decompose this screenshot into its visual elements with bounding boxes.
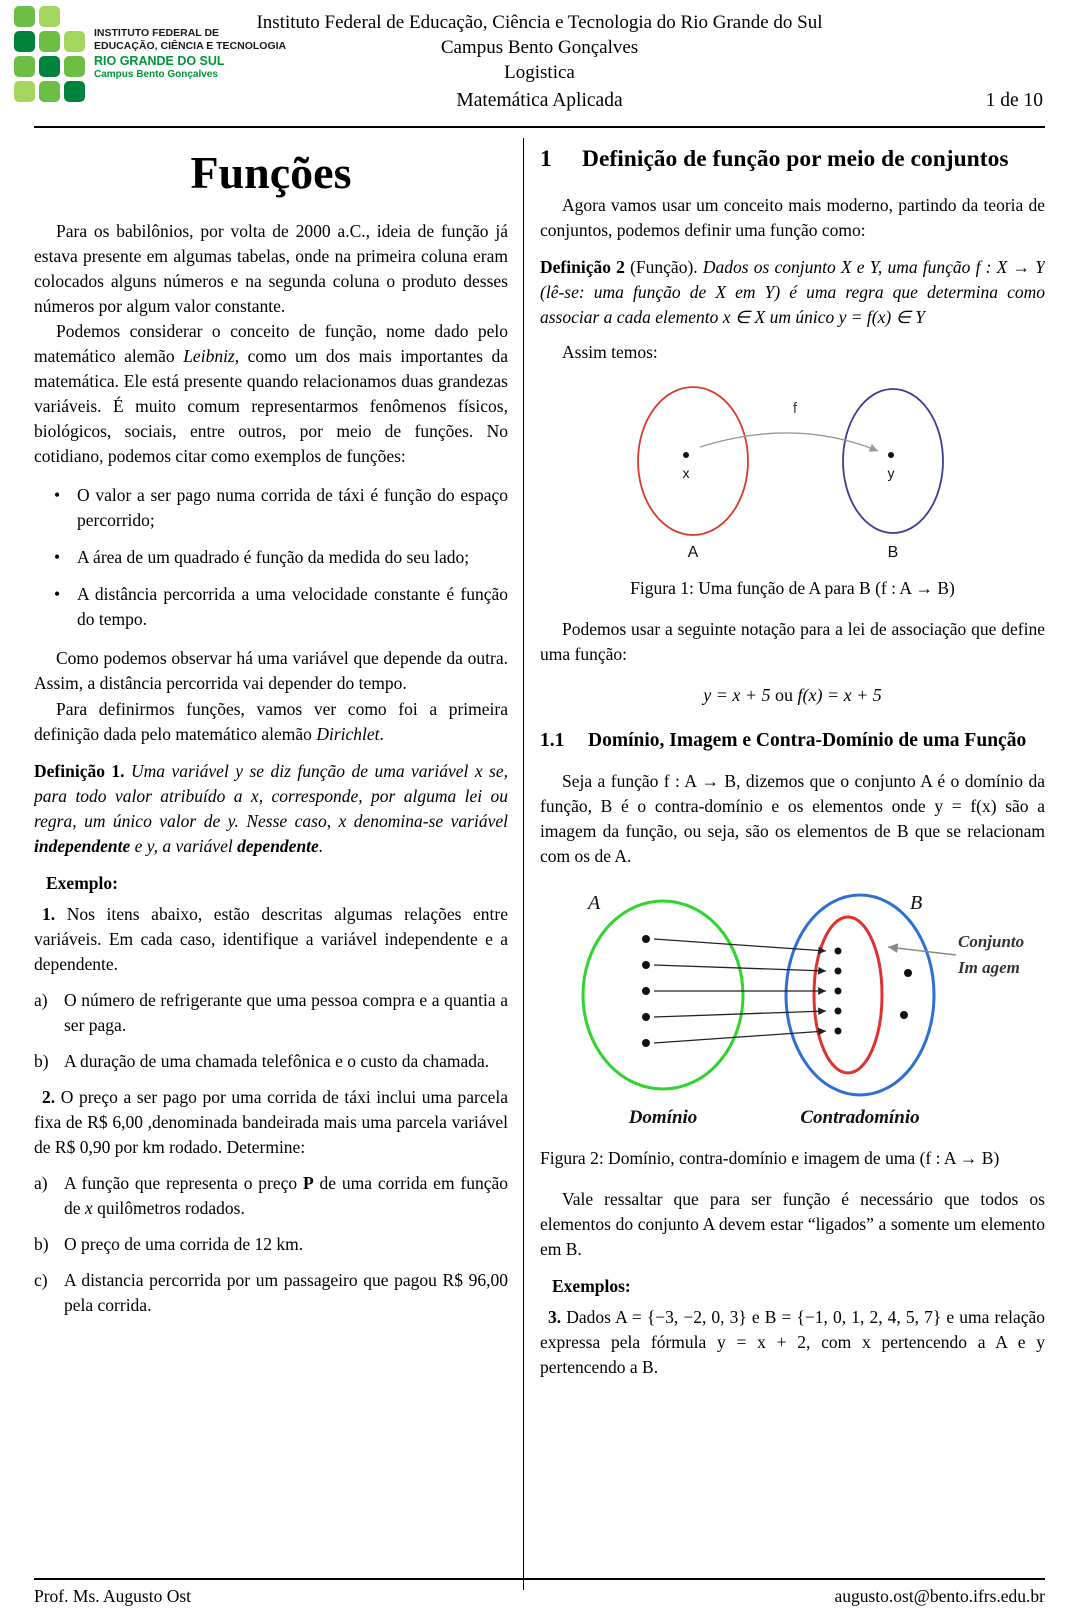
header-line-institution: Instituto Federal de Educação, Ciência e Tecnologia do Rio Grande do Sul xyxy=(256,12,823,33)
codomain-only-dot xyxy=(900,1011,908,1019)
figure-2-B-label: B xyxy=(909,892,922,915)
bullet-icon: • xyxy=(54,584,61,605)
codomain-only-dot xyxy=(904,969,912,977)
exercise-2-item-a: a) A função que representa o preço P de uma corrida em função de x quilômetros rodados. xyxy=(34,1172,508,1218)
element-x-dot xyxy=(683,452,689,458)
right-column xyxy=(524,138,1045,1590)
list-item: • A área de um quadrado é função da medida do seu lado; xyxy=(34,545,508,570)
exemplos-heading: Exemplos: xyxy=(552,1276,631,1297)
set-A-ellipse xyxy=(638,387,748,535)
paragraph-ressaltar: Vale ressaltar que para ser função é necessário que todos os elementos do conjunto A devem estar “ligados” a somente um elemento em B. xyxy=(540,1189,1045,1260)
assim-temos: Assim temos: xyxy=(562,342,658,363)
element-y-dot xyxy=(888,452,894,458)
image-dot xyxy=(834,988,841,995)
dominio-label: Domínio xyxy=(628,1107,697,1129)
paragraph-conceito-moderno: Agora vamos usar um conceito mais moderno, partindo da teoria de conjuntos, podemos definir uma função como: xyxy=(540,195,1045,241)
definition-1-label: Definição 1. xyxy=(34,760,125,781)
annotation-arrow xyxy=(888,947,956,955)
domain-dot xyxy=(642,935,650,943)
conjunto-annotation: Conjunto xyxy=(957,932,1024,952)
element-x-label: x xyxy=(682,465,689,482)
exercise-1-item-b: b) A duração de uma chamada telefônica e o custo da chamada. xyxy=(34,1050,490,1071)
figure-2 xyxy=(540,883,1045,1136)
definition-2-label: Definição 2 xyxy=(540,257,625,278)
header-line-course-program: Logistica xyxy=(504,62,575,84)
domain-dot xyxy=(642,987,650,995)
function-f-label: f xyxy=(792,400,797,418)
domain-dot xyxy=(642,961,650,969)
domain-dot xyxy=(642,1039,650,1047)
ifrs-logo-text xyxy=(94,27,286,81)
figure-1-caption: Figura 1: Uma função de A para B (f : A → B) xyxy=(630,578,955,599)
codomain-ellipse xyxy=(786,895,934,1095)
left-column xyxy=(34,138,523,1590)
logo-line-1: INSTITUTO FEDERAL DE xyxy=(94,26,220,39)
domain-ellipse xyxy=(583,901,743,1089)
page-number: 1 de 10 xyxy=(985,90,1043,112)
image-dot xyxy=(834,968,841,975)
set-A-label: A xyxy=(687,544,698,562)
logo-line-4: Campus Bento Gonçalves xyxy=(94,69,218,81)
figure-2-diagram xyxy=(558,883,1028,1131)
paragraph-dirichlet: Para definirmos funções, vamos ver como foi a primeira definição dada pelo matemático alemão Dirichlet. xyxy=(34,698,508,744)
bullet-icon: • xyxy=(54,547,61,568)
list-item: • A distância percorrida a uma velocidade constante é função do tempo. xyxy=(34,582,508,632)
image-dot xyxy=(834,1008,841,1015)
two-column-body xyxy=(34,138,1045,1590)
exercise-1: 1. Nos itens abaixo, estão descritas algumas relações entre variáveis. Em cada caso, identifique a variável independente e a dependente. xyxy=(34,903,508,974)
list-item: • O valor a ser pago numa corrida de táxi é função do espaço percorrido; xyxy=(34,483,508,533)
exemplo-heading: Exemplo: xyxy=(46,872,118,893)
image-dot xyxy=(834,948,841,955)
footer-email: augusto.ost@bento.ifrs.edu.br xyxy=(834,1586,1045,1606)
definition-2: Definição 2 (Função). Dados os conjunto X e Y, uma função f : X → Y (lê-se: uma função de X em Y) é uma regra que determina como associar a cada elemento x ∈ X um único y = f(x) ∈ Y xyxy=(540,257,1045,328)
definition-1: Definição 1. Uma variável y se diz função de uma variável x se, para todo valor atribuído a x, corresponde, por alguma lei ou regra, um único valor de y. Nesse caso, x denomina-se variável independente e y, a variável dependente. xyxy=(34,760,508,856)
document-title: Funções xyxy=(190,147,352,199)
section-1-heading xyxy=(540,144,1045,175)
imagem-annotation: Im agem xyxy=(957,958,1020,978)
exercise-2: 2. O preço a ser pago por uma corrida de táxi inclui uma parcela fixa de R$ 6,00 ,denominada bandeirada mais uma parcela variável de R$ 0,90 por km rodado. Determine: xyxy=(34,1086,508,1157)
set-B-ellipse xyxy=(843,389,943,533)
figure-2-A-label: A xyxy=(587,892,600,915)
ifrs-logo xyxy=(14,6,286,102)
paragraph-dominio: Seja a função f : A → B, dizemos que o conjunto A é o domínio da função, B é o contra-domínio e os elementos onde y = f(x) são a imagem da função, ou seja, são os elementos de B que se relacionam com os de A. xyxy=(540,771,1045,867)
domain-dot xyxy=(642,1013,650,1021)
set-B-label: B xyxy=(887,544,898,562)
logo-line-3: RIO GRANDE DO SUL xyxy=(94,54,225,69)
exercise-2-item-c: c) A distancia percorrida por um passageiro que pagou R$ 96,00 pela corrida. xyxy=(34,1269,508,1315)
function-examples-list xyxy=(34,483,508,632)
header-line-campus: Campus Bento Gonçalves xyxy=(440,37,639,59)
exercise-1-number: 1. xyxy=(42,903,56,924)
exercise-1-item-a: a) O número de refrigerante que uma pessoa compra e a quantia a ser paga. xyxy=(34,989,508,1035)
bullet-icon: • xyxy=(54,485,61,506)
paragraph-variavel-depende: Como podemos observar há uma variável que depende da outra. Assim, a distância percorrida vai depender do tempo. xyxy=(34,648,508,694)
header-rule xyxy=(34,126,1045,128)
image-ellipse xyxy=(814,917,882,1073)
footer-rule xyxy=(34,1578,1045,1580)
mapping-arrow xyxy=(654,1031,826,1043)
mapping-arrow xyxy=(654,939,826,951)
section-1-number: 1 xyxy=(540,146,552,173)
figure-1-diagram xyxy=(608,379,978,563)
page-header xyxy=(0,0,1079,128)
dirichlet-name: Dirichlet xyxy=(316,723,380,744)
exercise-2-number: 2. xyxy=(42,1086,56,1107)
ifrs-logo-icon xyxy=(14,6,85,102)
figure-2-caption: Figura 2: Domínio, contra-domínio e imagem de uma (f : A → B) xyxy=(540,1148,1000,1169)
figure-1 xyxy=(540,379,1045,568)
exercise-3: 3. Dados A = {−3, −2, 0, 3} e B = {−1, 0, 1, 2, 4, 5, 7} e uma relação expressa pela fórmula y = x + 2, com x pertencendo a A e y pertencendo a B. xyxy=(540,1307,1045,1378)
contradominio-label: Contradomínio xyxy=(799,1107,920,1129)
paragraph-babilonios: Para os babilônios, por volta de 2000 a.C., ideia de função já estava presente em algumas tabelas, onde na primeira coluna eram colocados alguns números e na segunda coluna o produto desses números por algum valor constante. xyxy=(34,221,508,317)
element-y-label: y xyxy=(887,465,894,482)
image-dot xyxy=(834,1028,841,1035)
footer-author: Prof. Ms. Augusto Ost xyxy=(34,1586,192,1606)
paragraph-notacao: Podemos usar a seguinte notação para a lei de associação que define uma função: xyxy=(540,619,1045,665)
paragraph-leibniz: Podemos considerar o conceito de função, nome dado pelo matemático alemão Leibniz, como um dos mais importantes da matemática. Ele está presente quando relacionamos duas grandezas variáveis. É muito comum representarmos fenômenos físicos, biológicos, sociais, entre outros, por meio de funções. No cotidiano, podemos citar como exemplos de funções: xyxy=(34,321,508,467)
header-subject: Matemática Aplicada xyxy=(456,90,623,112)
section-1-1-heading xyxy=(540,728,1045,755)
section-1-title: Definição de função por meio de conjuntos xyxy=(582,146,1009,173)
section-1-1-title: Domínio, Imagem e Contra-Domínio de uma Função xyxy=(588,730,1027,752)
exercise-2-item-b: b) O preço de uma corrida de 12 km. xyxy=(34,1233,304,1254)
leibniz-name: Leibniz xyxy=(183,346,235,367)
equation: y = x + 5 ou f(x) = x + 5 xyxy=(703,685,882,706)
logo-line-2: EDUCAÇÃO, CIÊNCIA E TECNOLOGIA xyxy=(94,39,287,52)
function-arrow xyxy=(700,433,878,451)
section-1-1-number: 1.1 xyxy=(540,730,565,752)
page-footer xyxy=(34,1578,1045,1607)
exercise-3-number: 3. xyxy=(548,1307,562,1328)
header-row xyxy=(0,90,1079,117)
